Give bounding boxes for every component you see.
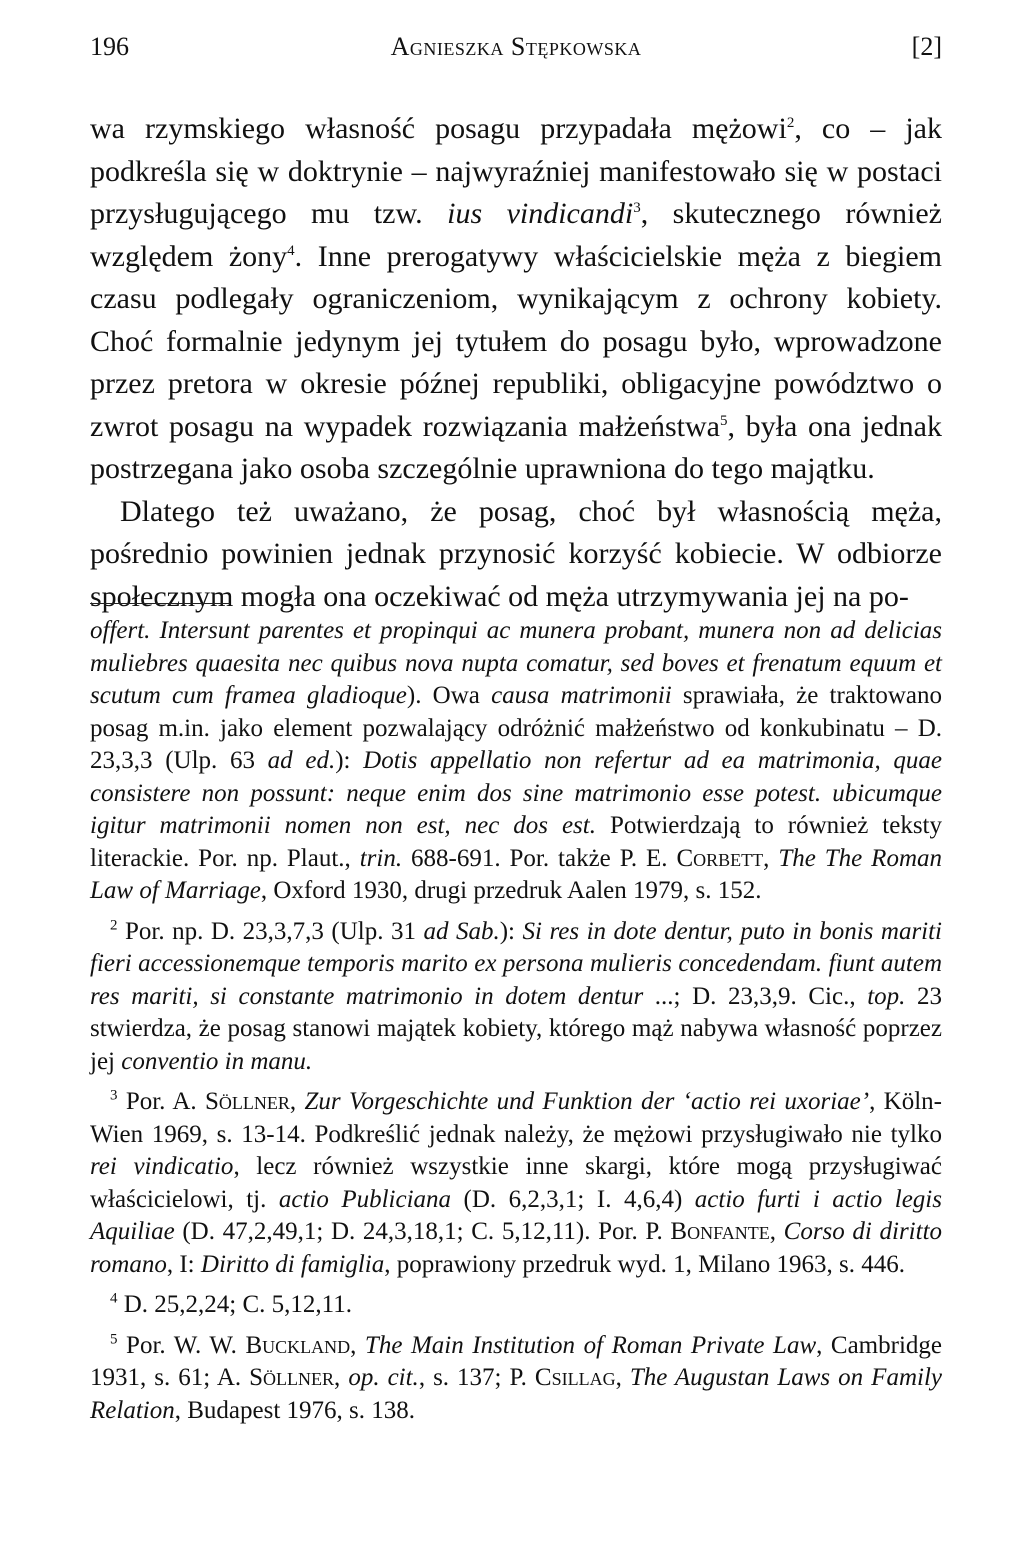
footnote-number: 4 xyxy=(110,1290,118,1307)
footnote-number: 5 xyxy=(110,1331,118,1348)
text-run: , xyxy=(615,1364,630,1391)
text-run: , Oxford 1930, drugi przedruk Aalen 1979, s. 152. xyxy=(260,877,762,904)
text-run: , Köln-Wien 1969, s. 13-14. Podkreślić jednak należy, że mężowi przysługiwało nie tylko xyxy=(90,1088,943,1148)
text-run: D. 25,2,24; C. 5,12,11. xyxy=(117,1291,352,1318)
latin-quote: offert. Intersunt parentes et propinqui ac munera probant, munera non ad delicias muliebres quaesita nec quibus nova nupta comatur, sed boves et frenatum equum et scutum cum framea gladioque xyxy=(90,617,942,709)
text-run: , poprawiony przedruk wyd. 1, Milano 1963, s. 446. xyxy=(384,1250,906,1278)
italic-term: actio Publiciana xyxy=(278,1185,452,1213)
page-header xyxy=(90,32,942,72)
author-name: Söllner xyxy=(205,1088,290,1115)
text-run: , xyxy=(289,1088,305,1115)
book-title: Diritto di famiglia xyxy=(200,1250,385,1278)
latin-quote: Si res in dote dentur, puto in bonis mariti fieri accessionemque temporis marito ex persona mulieris concedendam. fiunt autem res mariti, si constante matrimonio in dotem dentur xyxy=(90,917,943,1010)
text-run: , lecz również wszystkie inne skargi, które mogą przysługiwać właścicielowi, tj. xyxy=(90,1153,943,1213)
text-run: . Inne prerogatywy właścicielskie męża z biegiem czasu podlegały ograniczeniom, wynikającym z ochrony kobiety. Choć formalnie jedynym jej tytułem do posagu było, wprowadzone przez pretora w okresie późnej republiki, obligacyjne powództwo o zwrot posagu na wypadek rozwiązania małżeństwa xyxy=(90,239,942,443)
italic-term: conventio in manu. xyxy=(121,1047,313,1075)
book-title: The Augustan Laws on Family Relation xyxy=(90,1364,942,1424)
text-run: ...; D. 23,3,9. Cic., xyxy=(643,982,868,1010)
text-run: , skutecznego również względem żony xyxy=(90,197,942,273)
text-run: Por. A. xyxy=(117,1088,205,1115)
text-run: , była ona jednak postrzegana jako osoba szczególnie uprawniona do tego majątku. xyxy=(90,409,942,485)
paragraph-1 xyxy=(90,108,942,491)
paragraph-2: Dlatego też uważano, że posag, choć był własnością męża, pośrednio powinien jednak przynosić korzyść kobiecie. W odbiorze społecznym mogła ona oczekiwać od męża utrzymywania jej na po- xyxy=(90,494,942,613)
footnote-ref-3: 3 xyxy=(633,200,641,216)
footnote-number: 2 xyxy=(110,917,118,934)
italic-term: top. xyxy=(867,982,906,1010)
text-run: (D. 47,2,49,1; D. 24,3,18,1; C. 5,12,11). Por. P. xyxy=(174,1218,671,1245)
text-run: 688-691. Por. także P. E. xyxy=(402,844,677,872)
italic-term: ius vindicandi xyxy=(447,197,634,230)
book-title: Zur Vorgeschichte und Funktion der ‘actio rei uxoriae’ xyxy=(304,1088,870,1115)
book-title: The Main Institution of Roman Private Law xyxy=(364,1331,817,1359)
page-number: 196 xyxy=(90,32,129,61)
text-run: , co – jak podkreśla się w doktrynie – najwyraźniej manifestowało się w postaci przysługującego mu tzw. xyxy=(90,112,942,230)
text-run: 23 stwierdza, że posag stanowi majątek kobiety, którego mąż nabywa własność poprzez jej xyxy=(90,982,942,1075)
text-run: Potwierdzają to również teksty literackie. Por. np. Plaut., xyxy=(90,812,942,872)
text-run: ): xyxy=(335,747,364,774)
book-title: The The Roman Law of Marriage xyxy=(90,844,943,904)
text-run: , xyxy=(350,1331,365,1359)
text-run: (D. 6,2,3,1; I. 4,6,4) xyxy=(451,1185,695,1213)
footnote-2 xyxy=(90,916,942,1079)
text-run: , I: xyxy=(166,1250,201,1278)
italic-term: op. cit. xyxy=(348,1364,419,1391)
author-name: Bonfante xyxy=(670,1218,770,1245)
text-run: , Budapest 1976, s. 138. xyxy=(174,1396,415,1424)
italic-term: causa matrimonii xyxy=(491,682,672,709)
footnote-ref-4: 4 xyxy=(287,242,295,259)
italic-term: actio furti i actio legis Aquiliae xyxy=(90,1185,942,1245)
running-head-author: Agnieszka Stępkowska xyxy=(390,32,642,61)
author-name: Csillag xyxy=(534,1364,616,1391)
footnote-5 xyxy=(90,1330,942,1428)
author-name: Söllner xyxy=(249,1364,335,1391)
text-run: ). Owa xyxy=(406,682,492,709)
footnotes xyxy=(90,615,942,1435)
text-run: , Cambridge 1931, s. 61; A. xyxy=(90,1331,942,1391)
footnote-ref-2: 2 xyxy=(786,115,795,131)
author-name: Buckland xyxy=(245,1331,351,1359)
text-run: Por. np. D. 23,3,7,3 (Ulp. 31 xyxy=(117,917,424,945)
latin-quote: Dotis appellatio non refertur ad ea matrimonia, quae consistere non possunt: neque enim dos sine matrimonio esse potest. ubicumque igitur matrimonii nomen non est, nec dos est. xyxy=(90,747,943,839)
text-run: , xyxy=(334,1364,349,1391)
italic-term: ad ed. xyxy=(267,747,336,774)
footnote-number: 3 xyxy=(110,1087,118,1104)
text-run: , s. 137; P. xyxy=(418,1364,535,1391)
author-name: Corbett xyxy=(676,844,764,872)
footnote-3 xyxy=(90,1086,942,1281)
main-text xyxy=(90,108,942,618)
text-run: Por. W. W. xyxy=(117,1331,246,1359)
italic-term: ad Sab. xyxy=(423,917,500,945)
italic-term: rei vindicatio xyxy=(90,1153,234,1180)
issue-number: [2] xyxy=(911,32,942,61)
book-title: Corso di diritto romano xyxy=(90,1218,943,1278)
text-run: sprawiała, że traktowano posag m.in. jako element pozwalający odróżnić małżeństwo od konkubinatu – D. 23,3,3 (Ulp. 63 xyxy=(90,682,943,774)
text-run: , xyxy=(763,844,779,872)
footnote-4 xyxy=(90,1289,942,1322)
text-run: , xyxy=(769,1218,784,1245)
footnote-separator xyxy=(90,603,230,604)
footnote-1-continuation xyxy=(90,615,942,908)
footnote-ref-5: 5 xyxy=(719,412,728,429)
text-run: wa rzymskiego własność posagu przypadała mężowi xyxy=(90,112,787,145)
text-run: ): xyxy=(499,917,523,945)
italic-term: trin. xyxy=(359,844,403,872)
